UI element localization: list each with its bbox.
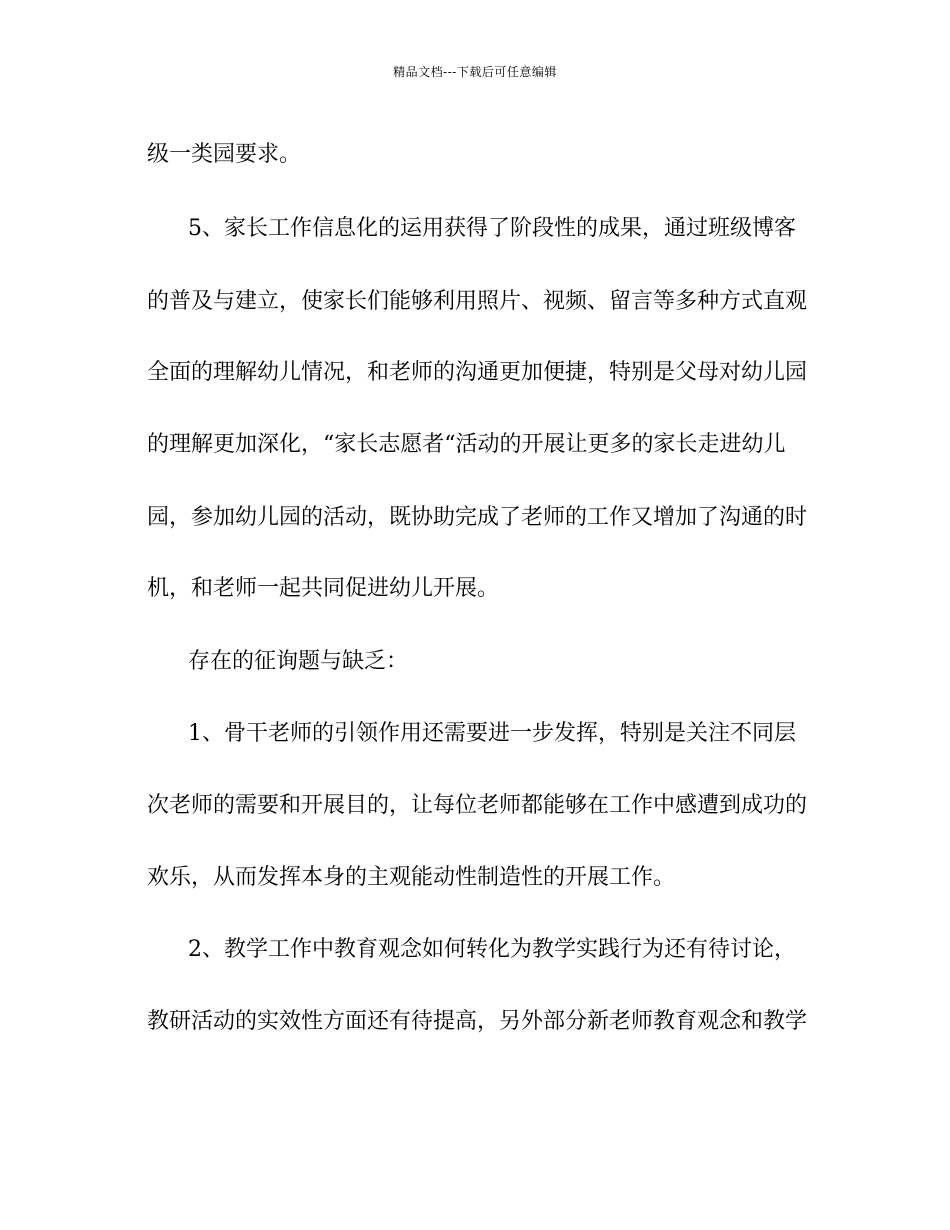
text-line: 2、教学工作中教育观念如何转化为教学实践行为还有待讨论，: [188, 937, 796, 962]
text-line: 园，参加幼儿园的活动，既协助完成了老师的工作又增加了沟通的时: [147, 505, 807, 530]
text-line: 级一类园要求。: [147, 142, 302, 167]
text-line: 机，和老师一起共同促进幼儿开展。: [147, 576, 500, 601]
text-line: 全面的理解幼儿情况，和老师的沟通更加便捷，特别是父母对幼儿园: [147, 360, 807, 385]
text-line: 教研活动的实效性方面还有待提高，另外部分新老师教育观念和教学: [147, 1009, 807, 1034]
text-line: 存在的征询题与缺乏：: [188, 649, 409, 674]
text-line: 的理解更加深化，“家长志愿者“活动的开展让更多的家长走进幼儿: [147, 432, 786, 457]
text-line: 次老师的需要和开展目的，让每位老师都能够在工作中感遭到成功的: [147, 793, 807, 818]
text-line: 1、骨干老师的引领作用还需要进一步发挥，特别是关注不同层: [188, 721, 796, 746]
text-line: 5、家长工作信息化的运用获得了阶段性的成果，通过班级博客: [188, 216, 796, 241]
text-line: 欢乐，从而发挥本身的主观能动性制造性的开展工作。: [147, 865, 676, 890]
text-line: 的普及与建立，使家长们能够利用照片、视频、留言等多种方式直观: [147, 289, 807, 314]
page-header: 精品文档---下载后可任意编辑: [393, 65, 557, 79]
